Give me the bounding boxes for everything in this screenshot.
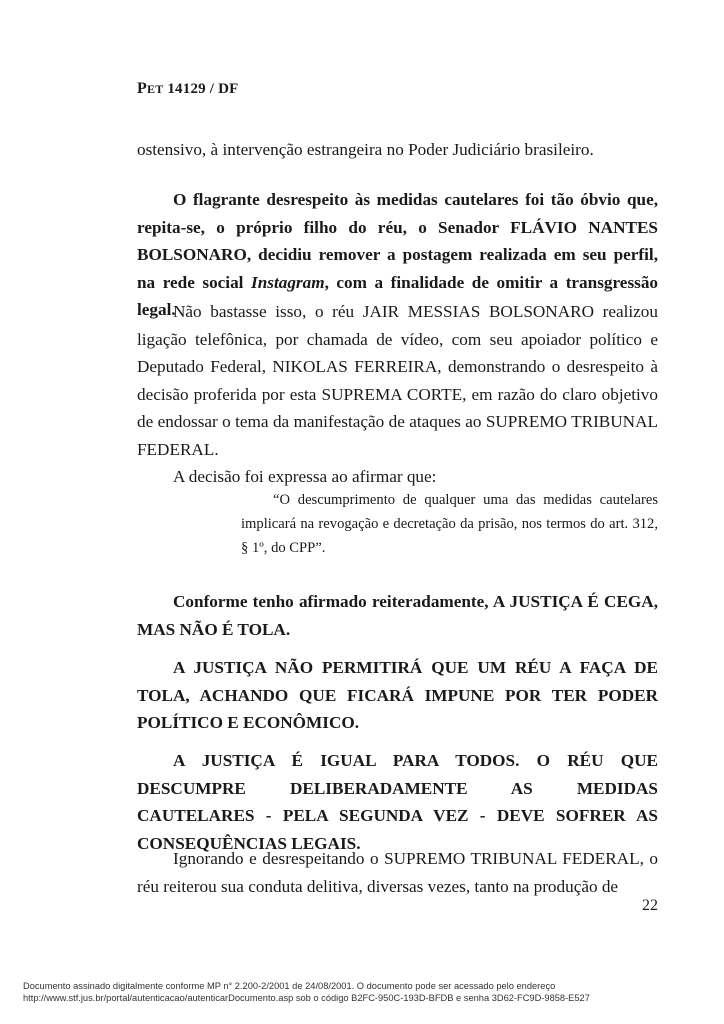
footer-line-2: http://www.stf.jus.br/portal/autenticacao/autenticarDocumento.asp sob o código B2FC-950C-193D-BFDB e senha 3D62-FC9D-9858-E527 (23, 993, 590, 1003)
header-smallcaps: ET (146, 82, 164, 96)
page-number: 22 (642, 897, 658, 914)
paragraph-6: A JUSTIÇA NÃO PERMITIRÁ QUE UM RÉU A FAÇA DE TOLA, ACHANDO QUE FICARÁ IMPUNE POR TER PODER POLÍTICO E ECONÔMICO. (137, 658, 658, 732)
footer-line-1: Documento assinado digitalmente conforme MP n° 2.200-2/2001 de 24/08/2001. O documento pode ser acessado pelo endereço (23, 981, 556, 991)
paragraph-2-text-a: O flagrante desrespeito às medidas cautelares foi tão óbvio que, repita-se, o próprio filho do réu, o Senador FLÁVIO NANTES BOLSONARO, decidiu remover a postagem realizada em seu perfil, na rede social (137, 190, 658, 292)
paragraph-7: A JUSTIÇA É IGUAL PARA TODOS. O RÉU QUE DESCUMPRE DELIBERADAMENTE AS MEDIDAS CAUTELARES - PELA SEGUNDA VEZ - DEVE SOFRER AS CONSEQUÊNCIAS LEGAIS. (137, 751, 658, 853)
paragraph-1: ostensivo, à intervenção estrangeira no Poder Judiciário brasileiro. (137, 140, 594, 159)
paragraph-8: Ignorando e desrespeitando o SUPREMO TRIBUNAL FEDERAL, o réu reiterou sua conduta delitiva, diversas vezes, tanto na produção de (137, 849, 658, 896)
digital-signature-footer (23, 980, 713, 1004)
block-quote: “O descumprimento de qualquer uma das medidas cautelares implicará na revogação e decretação da prisão, nos termos do art. 312, § 1º, do CPP”. (241, 492, 658, 556)
paragraph-4: A decisão foi expressa ao afirmar que: (173, 467, 437, 486)
paragraph-continuation (137, 136, 658, 164)
header-initial: P (137, 80, 147, 97)
document-reference-header (137, 80, 239, 98)
header-number: 14129 / DF (163, 81, 239, 97)
paragraph-5: Conforme tenho afirmado reiteradamente, A JUSTIÇA É CEGA, MAS NÃO É TOLA. (137, 592, 658, 639)
paragraph-2-italic: Instagram (251, 272, 325, 292)
paragraph-3-block (137, 298, 658, 491)
paragraph-2-text-b: , com a finalidade de omitir a transgressão legal. (137, 272, 659, 319)
paragraph-3: Não bastasse isso, o réu JAIR MESSIAS BOLSONARO realizou ligação telefônica, por chamada de vídeo, com seu apoiador político e Deputado Federal, NIKOLAS FERREIRA, demonstrando o desrespeito à decisão proferida por esta SUPREMA CORTE, em razão do claro objetivo de endossar o tema da manifestação de ataques ao SUPREMO TRIBUNAL FEDERAL. (137, 302, 658, 459)
paragraph-8-block (137, 845, 658, 900)
